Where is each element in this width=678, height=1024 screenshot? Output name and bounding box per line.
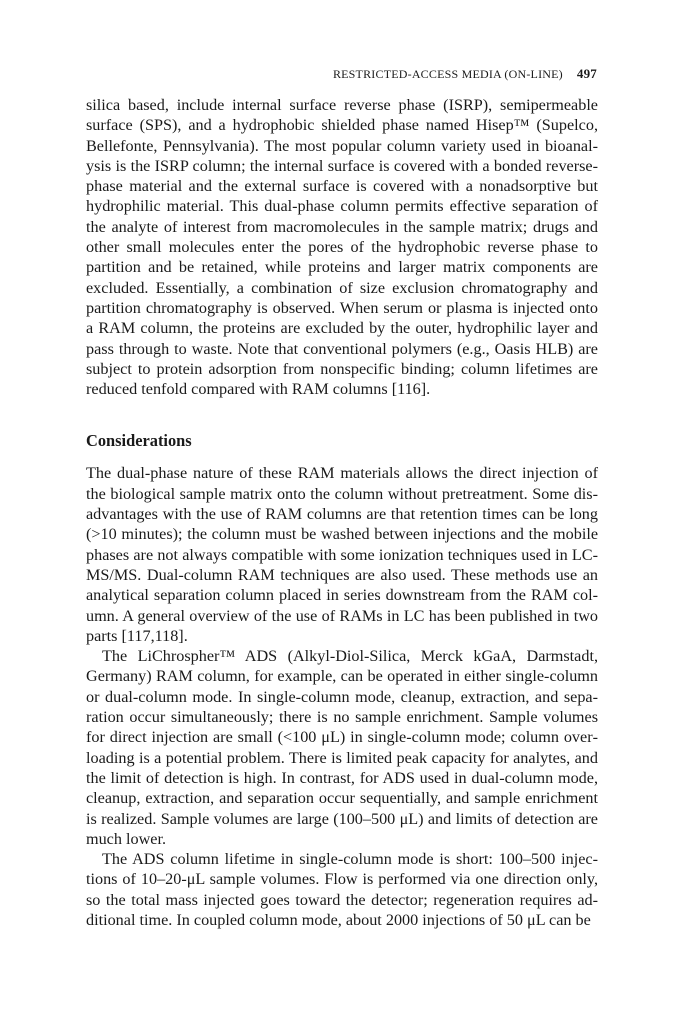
- body-paragraph: The dual-phase nature of these RAM materials allows the direct injection of the biological sample matrix onto the column without pretreatment. Some disadvantages with the use of RAM columns are that retention times can be long (>10 minutes); the column must be washed between injections and the mobile phases are not always compatible with some ionization techniques used in LC-MS/MS. Dual-column RAM techniques are also used. These methods use an analytical separation column placed in series downstream from the RAM column. A general overview of the use of RAMs in LC has been published in two parts [117,118].: [86, 464, 598, 645]
- body-paragraph: The LiChrospher™ ADS (Alkyl-Diol-Silica, Merck kGaA, Darmstadt, Germany) RAM column, for example, can be operated in either single-column or dual-column mode. In single-column mode, cleanup, extraction, and separation occur simultaneously; there is no sample enrichment. Sample volumes for direct injection are small (<100 μL) in single-column mode; column overloading is a potential problem. There is limited peak capacity for analytes, and the limit of detection is high. In contrast, for ADS used in dual-column mode, cleanup, extraction, and separation occur sequentially, and sample enrichment is realized. Sample volumes are large (100–500 μL) and limits of detection are much lower.: [86, 647, 598, 848]
- section-heading: Considerations: [86, 431, 192, 451]
- page-number: 497: [576, 66, 597, 81]
- body-paragraph: silica based, include internal surface reverse phase (ISRP), semipermeable surface (SPS), and a hydrophobic shielded phase named Hisep™ (Supelco, Bellefonte, Pennsylvania). The most popular column variety used in bioanalysis is the ISRP column; the internal surface is covered with a bonded reverse-phase material and the external surface is covered with a nonadsorptive but hydrophilic material. This dual-phase column permits effective separation of the analyte of interest from macromolecules in the sample matrix; drugs and other small molecules enter the pores of the hydrophobic reverse phase to partition and be retained, while proteins and larger matrix components are excluded. Essentially, a combination of size exclusion chromatography and partition chromatography is observed. When serum or plasma is injected onto a RAM column, the proteins are excluded by the outer, hydrophilic layer and pass through to waste. Note that conventional polymers (e.g., Oasis HLB) are subject to protein adsorption from nonspecific binding; column lifetimes are reduced tenfold compared with RAM columns [116].: [86, 96, 598, 399]
- body-paragraph: The ADS column lifetime in single-column mode is short: 100–500 injections of 10–20-μL sample volumes. Flow is performed via one direction only, so the total mass injected goes toward the detector; regeneration requires additional time. In coupled column mode, about 2000 injections of 50 μL can be: [86, 850, 598, 929]
- page-body: [86, 95, 598, 930]
- page-header: [333, 66, 597, 82]
- running-title: RESTRICTED-ACCESS MEDIA (ON-LINE): [332, 67, 563, 81]
